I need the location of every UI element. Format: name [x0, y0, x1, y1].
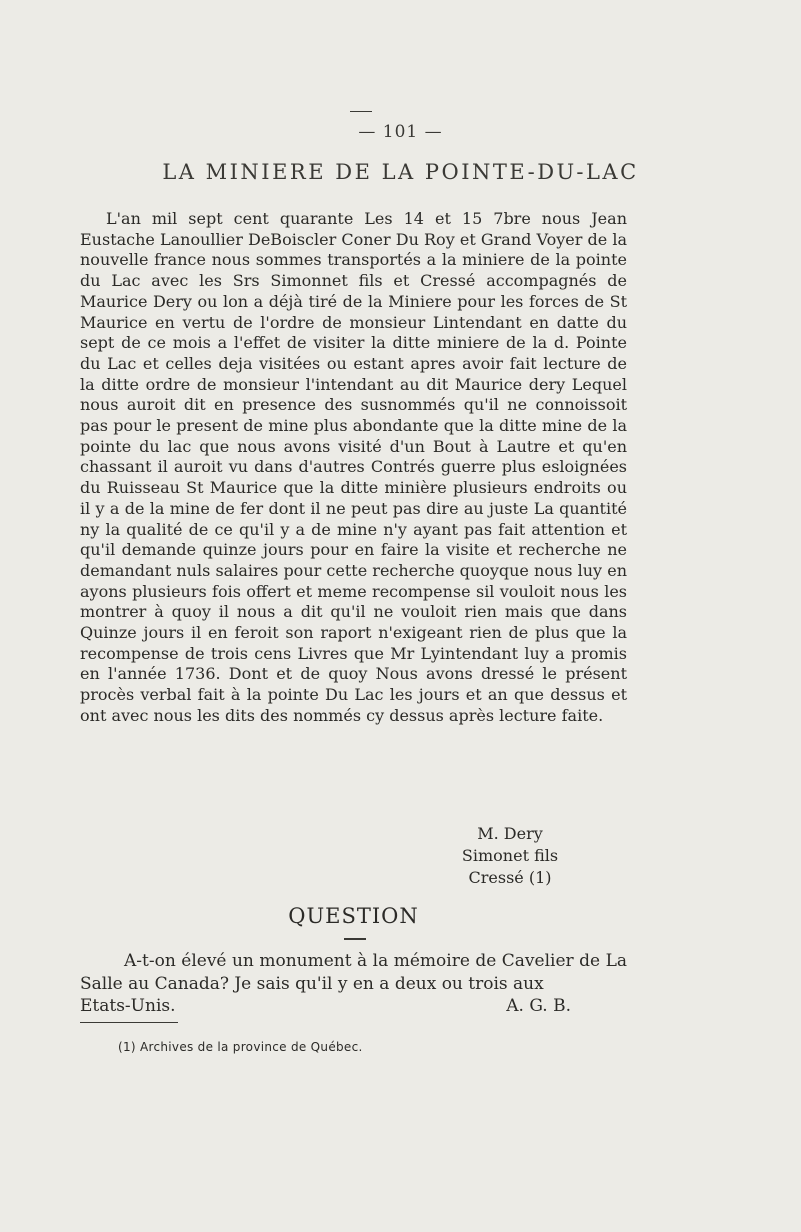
- question-title: QUESTION: [288, 904, 419, 928]
- question-line-1: A-t-on élevé un monument à la mémoire de Cavelier de La Salle au Canada? Je sais qu'il y en a deux ou trois aux: [80, 951, 627, 994]
- question-end: Etats-Unis.: [80, 996, 176, 1016]
- header-rule: [350, 111, 372, 112]
- footnote: (1) Archives de la province de Québec.: [118, 1040, 363, 1054]
- article-title: LA MINIERE DE LA POINTE-DU-LAC: [162, 160, 639, 184]
- signature-block: [440, 823, 580, 889]
- footnote-rule: [80, 1022, 178, 1023]
- signature-simonet: Simonet fils: [461, 846, 559, 865]
- article-body: [80, 209, 627, 727]
- page-number: — 101 —: [358, 122, 443, 142]
- question-body: [80, 950, 627, 1018]
- question-divider: [344, 938, 366, 940]
- body-paragraph: L'an mil sept cent quarante Les 14 et 15 7bre nous Jean Eustache Lanoullier DeBoiscler Coner Du Roy et Grand Voyer de la nouvelle france nous sommes transportés a la miniere de la pointe du Lac avec les Srs Simonnet fils et Cressé accompagnés de Maurice Dery ou lon a déjà tiré de la Miniere pour les forces de St Maurice en vertu de l'ordre de monsieur Lintendant en datte du sept de ce mois a l'effet de visiter la ditte miniere de la d. Pointe du Lac et celles deja visitées ou estant apres avoir fait lecture de la ditte ordre de monsieur l'intendant au dit Maurice dery Lequel nous auroit dit en presence des susnommés qu'il ne connoissoit pas pour le present de mine plus abondante que la ditte mine de la pointe du lac que nous avons visité d'un Bout à Lautre et qu'en chassant il auroit vu dans d'autres Contrés guerre plus esloignées du Ruisseau St Maurice que la ditte minière plusieurs endroits ou il y a de la mine de fer dont il ne peut pas dire au juste La quantité ny la qualité de ce qu'il y a de mine n'y ayant pas fait attention et qu'il demande quinze jours pour en faire la visite et recherche ne demandant nuls salaires pour cette recherche quoyque nous luy en ayons plusieurs fois offert et meme recompense sil vouloit nous les montrer à quoy il nous a dit qu'il ne vouloit rien mais que dans Quinze jours il en feroit son raport n'exigeant rien de plus que la recompense de trois cens Livres que Mr Lyintendant luy a promis en l'année 1736. Dont et de quoy Nous avons dressé le présent procès verbal fait à la pointe Du Lac les jours et an que dessus et ont avec nous les dits des nommés cy dessus après lecture faite.: [80, 209, 627, 725]
- signature-dery: M. Dery: [477, 824, 543, 843]
- question-author: A. G. B.: [506, 996, 571, 1016]
- signature-cresse: Cressé (1): [468, 868, 552, 887]
- question-line-2: [80, 995, 627, 1018]
